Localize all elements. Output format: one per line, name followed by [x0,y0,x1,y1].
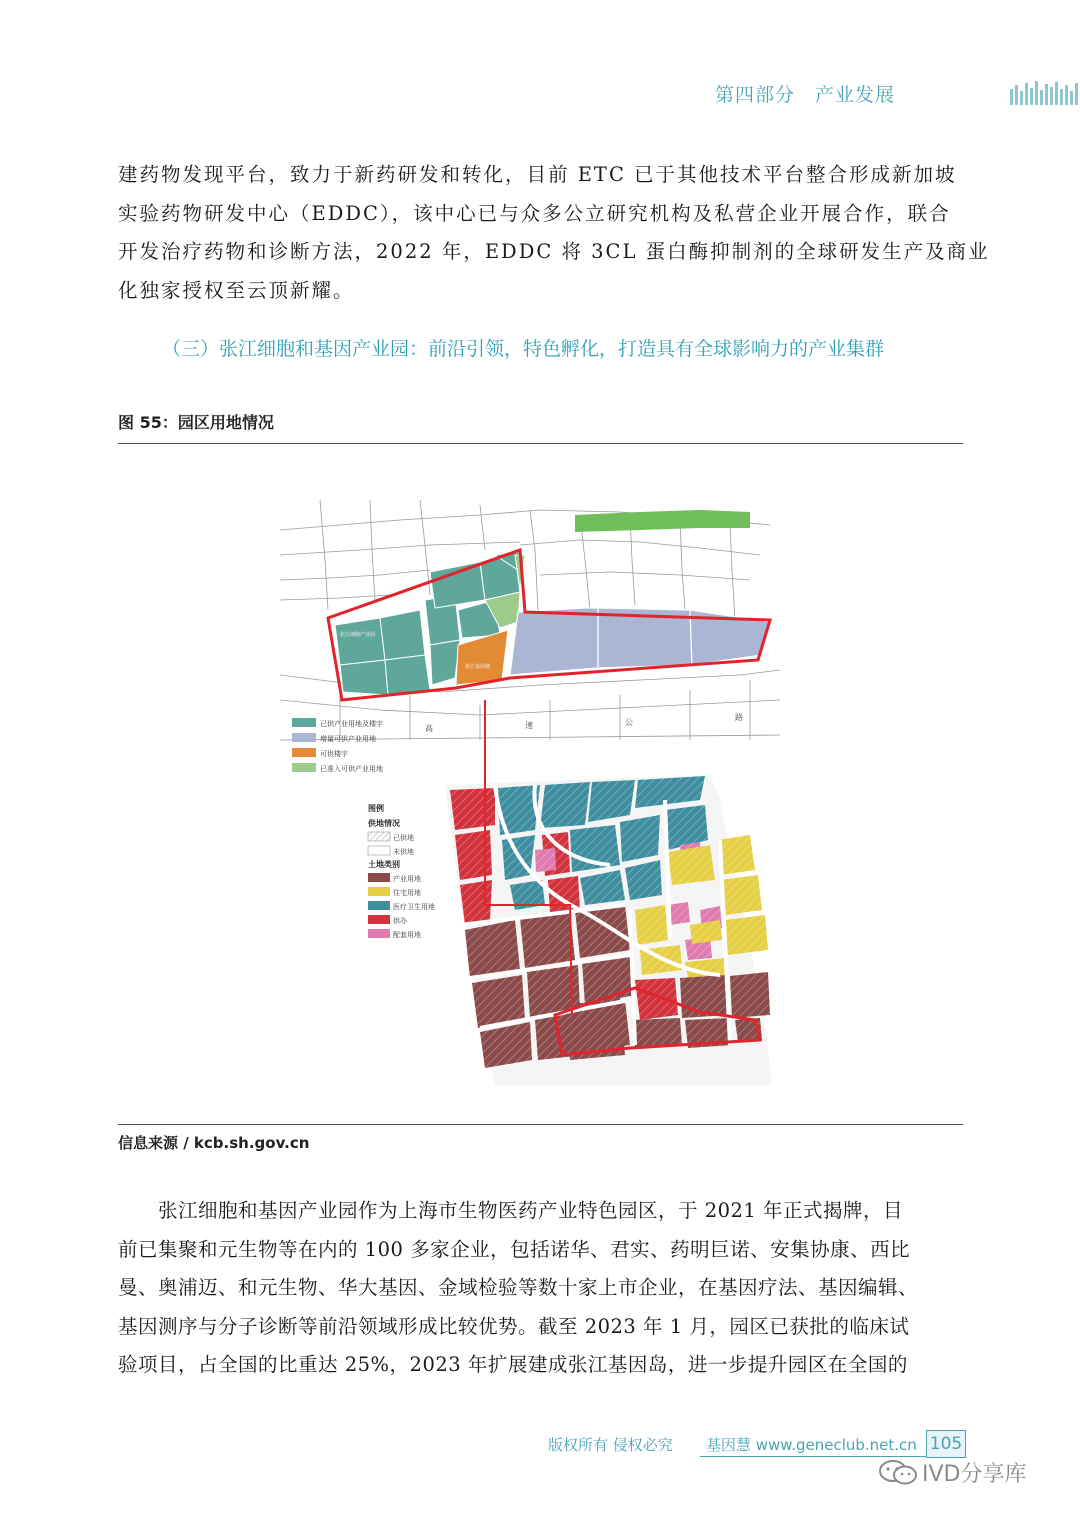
road-label-char: 路 [735,713,743,722]
paragraph-line: 前已集聚和元生物等在内的 100 多家企业，包括诺华、君实、药明巨诺、安集协康、西比 [118,1237,911,1261]
legend-label: 产业用地 [393,875,421,883]
paragraph-line: 建药物发现平台，致力于新药研发和转化，目前 ETC 已于其他技术平台整合形成新加坡 [118,163,957,186]
legend-swatch [368,929,390,938]
gene-building-label: 张江基因楼 [465,664,491,670]
paragraph-line: 开发治疗药物和诊断方法，2022 年，EDDC 将 3CL 蛋白酶抑制剂的全球研发生产及商业 [118,240,990,263]
legend-swatch [292,748,316,757]
legend-subtitle: 供地情况 [368,819,400,828]
running-header: 第四部分 产业发展 [714,84,895,106]
figure-bottom-rule [118,1124,963,1125]
legend-label: 已准入可供产业用地 [320,765,383,773]
legend-label: 增量可供产业用地 [320,735,376,743]
paragraph-line: 化独家授权至云顶新耀。 [118,278,355,302]
watermark-text: IVD分享库 [922,1462,1027,1487]
legend-swatch [368,846,390,855]
legend-swatch [368,887,390,896]
road-label-char: 速 [525,721,533,730]
legend-subtitle: 土地类别 [368,860,400,869]
landuse-legend [368,803,435,939]
legend-label: 配套用地 [393,931,421,939]
map-svg [280,500,780,1090]
cell-park-label: 张江细胞产业园 [340,632,376,638]
legend-title: 图例 [368,804,384,813]
legend-swatch [368,901,390,910]
paragraph-line: 曼、奥浦迈、和元生物、华大基因、金域检验等数十家上市企业，在基因疗法、基因编辑、 [118,1276,919,1299]
paragraph-line: 实验药物研发中心（EDDC），该中心已与众多公立研究机构及私营企业开展合作，联合 [118,201,951,225]
page-number: 105 [926,1430,966,1458]
section-heading: （三）张江细胞和基因产业园：前沿引领，特色孵化，打造具有全球影响力的产业集群 [162,338,885,360]
body-paragraph-2 [118,1192,963,1385]
paragraph-line: 基因测序与分子诊断等前沿领域形成比较优势。截至 2023 年 1 月，园区已获批的临床试 [118,1314,910,1338]
figure-top-rule [118,443,963,444]
legend-label: 已供地 [393,834,414,842]
legend-label: 医疗卫生用地 [393,903,435,911]
legend-label: 供办 [393,917,407,925]
wechat-icon [878,1459,918,1485]
road-label-char: 公 [625,718,633,727]
footer-brand: 基因慧 www.geneclub.net.cn [706,1436,917,1454]
figure-source: 信息来源 / kcb.sh.gov.cn [118,1134,310,1152]
legend-swatch [368,832,390,841]
legend-swatch [368,873,390,882]
road-label-char: 高 [425,724,433,733]
legend-label: 可供楼宇 [320,750,348,758]
paragraph-line: 验项目，占全国的比重达 25%，2023 年扩展建成张江基因岛，进一步提升园区在全国的 [118,1353,908,1376]
legend-swatch [292,718,316,727]
legend-label: 已供产业用地及楼宇 [320,720,383,728]
figure-title: 图 55：园区用地情况 [118,413,274,432]
park-land-use-map [280,500,780,1090]
legend-label: 住宅用地 [393,889,421,897]
paragraph-line: 张江细胞和基因产业园作为上海市生物医药产业特色园区，于 2021 年正式揭牌，目 [118,1199,904,1222]
legend-label: 未供地 [393,848,414,856]
legend-swatch [292,733,316,742]
legend-swatch [292,763,316,772]
watermark [878,1457,1026,1488]
header-bars-decoration [1010,79,1080,105]
footer-copyright: 版权所有 侵权必究 [548,1436,673,1454]
legend-swatch [368,915,390,924]
body-paragraph-1 [118,156,990,310]
